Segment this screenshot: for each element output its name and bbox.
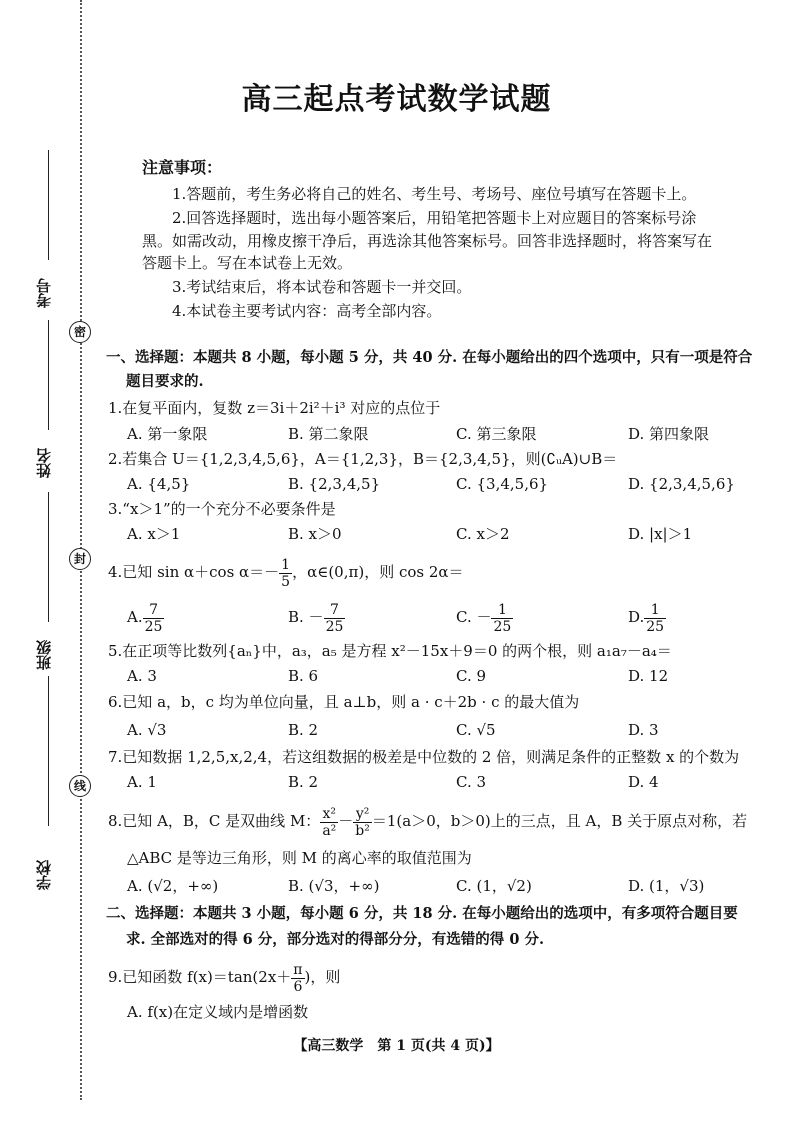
q9-option-a: A. f(x)在定义域内是增函数 bbox=[127, 1003, 309, 1021]
q1-option-a: A. 第一象限 bbox=[127, 425, 208, 443]
q2-stem: 2.若集合 U＝{1,2,3,4,5,6}，A＝{1,2,3}，B＝{2,3,4,5}，则(∁ᵤA)∪B＝ bbox=[108, 450, 618, 468]
class-label: 班级 bbox=[35, 640, 53, 670]
q5-option-a: A. 3 bbox=[127, 667, 157, 685]
q8-stem-line-2: △ABC 是等边三角形，则 M 的离心率的取值范围为 bbox=[127, 849, 472, 867]
q4-option-a: A. $\frac{7}{25}$ bbox=[127, 601, 163, 635]
notice-line-2a: 2.回答选择题时，选出每小题答案后，用铅笔把答题卡上对应题目的答案标号涂 bbox=[172, 209, 697, 227]
q4-stem: 4.已知 sin α＋cos α＝－ $\frac{1}{5}$ ，α∈(0,π)，则 cos 2α＝ bbox=[108, 556, 464, 590]
q7-option-a: A. 1 bbox=[127, 773, 157, 791]
section-2-heading-cont: 求. 全部选对的得 6 分，部分选对的得部分分，有选错的得 0 分. bbox=[126, 931, 545, 948]
notice-heading: 注意事项： bbox=[142, 158, 223, 177]
q1-option-c: C. 第三象限 bbox=[456, 425, 537, 443]
section-1-heading: 一、选择题：本题共 8 小题，每小题 5 分，共 40 分. 在每小题给出的四个选项中，只有一项是符合 bbox=[106, 349, 753, 366]
name-label: 姓名 bbox=[35, 448, 53, 478]
exam-no-label: 考号 bbox=[35, 278, 53, 308]
q5-option-c: C. 9 bbox=[456, 667, 487, 685]
q9-stem: 9.已知函数 f(x)＝tan(2x＋ $\frac{\pi}{6}$ )，则 bbox=[108, 961, 341, 995]
q7-option-c: C. 3 bbox=[456, 773, 487, 791]
q6-option-c: C. √5 bbox=[456, 721, 496, 739]
q6-option-d: D. 3 bbox=[628, 721, 659, 739]
q6-option-a: A. √3 bbox=[127, 721, 167, 739]
notice-line-3: 3.考试结束后，将本试卷和答题卡一并交回。 bbox=[172, 278, 472, 296]
seal-circle-xian: 线 bbox=[69, 775, 91, 797]
q2-option-b: B. {2,3,4,5} bbox=[288, 475, 381, 493]
q2-option-c: C. {3,4,5,6} bbox=[456, 475, 549, 493]
page-footer: 【高三数学 第 1 页(共 4 页)】 bbox=[293, 1038, 500, 1054]
q7-option-d: D. 4 bbox=[628, 773, 659, 791]
exam-no-underline bbox=[48, 150, 49, 260]
q2-option-a: A. {4,5} bbox=[127, 475, 191, 493]
q8-option-a: A. (√2，+∞) bbox=[127, 877, 219, 895]
q3-option-c: C. x＞2 bbox=[456, 525, 510, 543]
q4-fraction: $\frac{1}{5}$ bbox=[281, 556, 291, 590]
q5-option-b: B. 6 bbox=[288, 667, 319, 685]
q3-option-b: B. x＞0 bbox=[288, 525, 342, 543]
seal-circle-feng: 封 bbox=[69, 548, 91, 570]
school-label: 学校 bbox=[35, 860, 53, 890]
class-underline bbox=[48, 492, 49, 622]
q3-option-a: A. x＞1 bbox=[127, 525, 181, 543]
q8-option-b: B. (√3，+∞) bbox=[288, 877, 380, 895]
q5-option-d: D. 12 bbox=[628, 667, 669, 685]
section-2-heading: 二、选择题：本题共 3 小题，每小题 6 分，共 18 分. 在每小题给出的选项中，有多项符合题目要 bbox=[106, 905, 738, 922]
q8-stem: 8.已知 A，B，C 是双曲线 M： $\frac{\text{x²}}{\text{a²}}$ － $\frac{\text{y²}}{\text{b²}}$ ＝1(a＞0，b＞0)上的三点，且 A，B 关于原点对称，若 bbox=[108, 805, 748, 839]
q6-option-b: B. 2 bbox=[288, 721, 319, 739]
notice-line-4: 4.本试卷主要考试内容：高考全部内容。 bbox=[172, 302, 442, 320]
page-title: 高三起点考试数学试题 bbox=[241, 82, 552, 117]
q6-stem: 6.已知 a，b，c 均为单位向量，且 a⊥b，则 a · c＋2b · c 的最大值为 bbox=[108, 693, 580, 711]
seal-circle-mi: 密 bbox=[69, 321, 91, 343]
section-1-heading-cont: 题目要求的. bbox=[126, 373, 204, 390]
q1-option-d: D. 第四象限 bbox=[628, 425, 710, 443]
q8-option-d: D. (1，√3) bbox=[628, 877, 705, 895]
notice-line-1: 1.答题前，考生务必将自己的姓名、考生号、考场号、座位号填写在答题卡上。 bbox=[172, 185, 697, 203]
q3-stem: 3.“x＞1”的一个充分不必要条件是 bbox=[108, 500, 336, 518]
q4-option-c: C. － $\frac{1}{25}$ bbox=[456, 601, 512, 635]
q4-option-b: B. － $\frac{7}{25}$ bbox=[288, 601, 344, 635]
q7-stem: 7.已知数据 1,2,5,x,2,4，若这组数据的极差是中位数的 2 倍，则满足条件的正整数 x 的个数为 bbox=[108, 748, 740, 766]
q4-option-d: D. $\frac{1}{25}$ bbox=[628, 601, 665, 635]
q3-option-d: D. |x|＞1 bbox=[628, 525, 693, 543]
notice-line-2c: 答题卡上。写在本试卷上无效。 bbox=[142, 254, 353, 272]
name-underline bbox=[48, 320, 49, 430]
q2-option-d: D. {2,3,4,5,6} bbox=[628, 475, 735, 493]
q5-stem: 5.在正项等比数列{aₙ}中，a₃，a₅ 是方程 x²－15x＋9＝0 的两个根，则 a₁a₇－a₄＝ bbox=[108, 642, 672, 660]
q7-option-b: B. 2 bbox=[288, 773, 319, 791]
q8-option-c: C. (1，√2) bbox=[456, 877, 532, 895]
school-underline bbox=[48, 676, 49, 826]
q1-option-b: B. 第二象限 bbox=[288, 425, 369, 443]
notice-line-2b: 黑。如需改动，用橡皮擦干净后，再选涂其他答案标号。回答非选择题时，将答案写在 bbox=[142, 232, 713, 250]
q1-stem: 1.在复平面内，复数 z＝3i＋2i²＋i³ 对应的点位于 bbox=[108, 399, 441, 417]
